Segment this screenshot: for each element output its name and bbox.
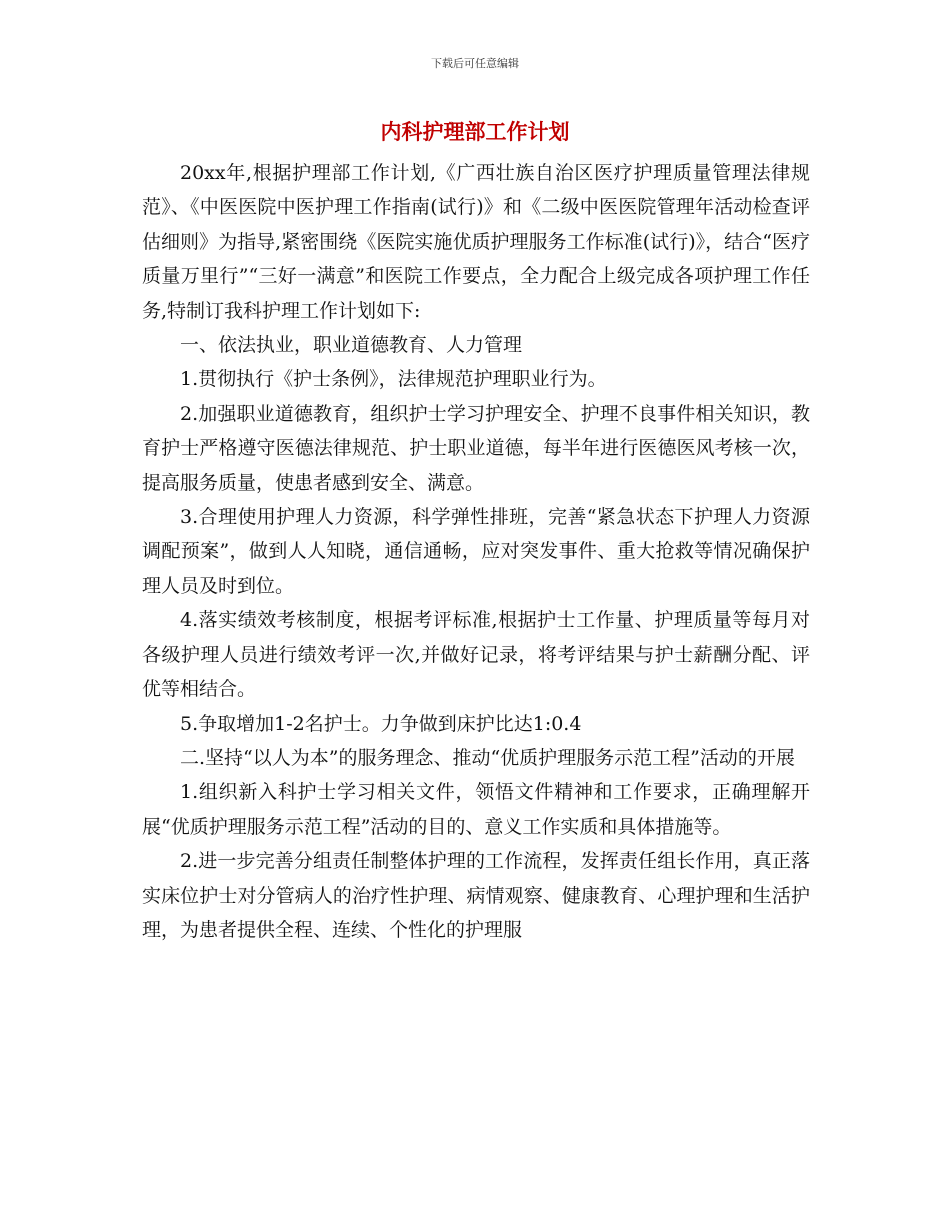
section-2-item-1: 1.组织新入科护士学习相关文件，领悟文件精神和工作要求，正确理解开展“优质护理服务示范工程”活动的目的、意义工作实质和具体措施等。 [142,781,810,838]
section-heading-2: 二.坚持“以人为本”的服务理念、推动“优质护理服务示范工程”活动的开展 [180,746,795,769]
document-title: 内科护理部工作计划 [380,119,570,144]
page-header-note: 下载后可任意编辑 [431,57,519,70]
section-1-item-5: 5.争取增加1-2名护士。力争做到床护比达1:0.4 [180,712,582,735]
intro-paragraph: 20xx年,根据护理部工作计划,《广西壮族自治区医疗护理质量管理法律规范》、《中医医院中医护理工作指南(试行)》和《二级中医医院管理年活动检查评估细则》为指导,紧密围绕《医院实施优质护理服务工作标准(试行)》，结合“医疗质量万里行”“三好一满意”和医院工作要点，全力配合上级完成各项护理工作任务,特制订我科护理工作计划如下: [142,162,810,322]
section-heading-1: 一、依法执业，职业道德教育、人力管理 [180,334,523,357]
document-body [142,156,810,947]
section-1-item-3: 3.合理使用护理人力资源，科学弹性排班，完善“紧急状态下护理人力资源调配预案”，做到人人知晓，通信通畅，应对突发事件、重大抢救等情况确保护理人员及时到位。 [142,506,810,597]
section-1-item-4: 4.落实绩效考核制度，根据考评标准,根据护士工作量、护理质量等每月对各级护理人员进行绩效考评一次,并做好记录，将考评结果与护士薪酬分配、评优等相结合。 [142,609,810,701]
section-2-item-2: 2.进一步完善分组责任制整体护理的工作流程，发挥责任组长作用，真正落实床位护士对分管病人的治疗性护理、病情观察、健康教育、心理护理和生活护理，为患者提供全程、连续、个性化的护理服 [142,850,810,941]
section-1-item-2: 2.加强职业道德教育，组织护士学习护理安全、护理不良事件相关知识，教育护士严格遵守医德法律规范、护士职业道德，每半年进行医德医风考核一次，提高服务质量，使患者感到安全、满意。 [142,402,810,494]
section-1-item-1: 1.贯彻执行《护士条例》，法律规范护理职业行为。 [180,368,607,391]
